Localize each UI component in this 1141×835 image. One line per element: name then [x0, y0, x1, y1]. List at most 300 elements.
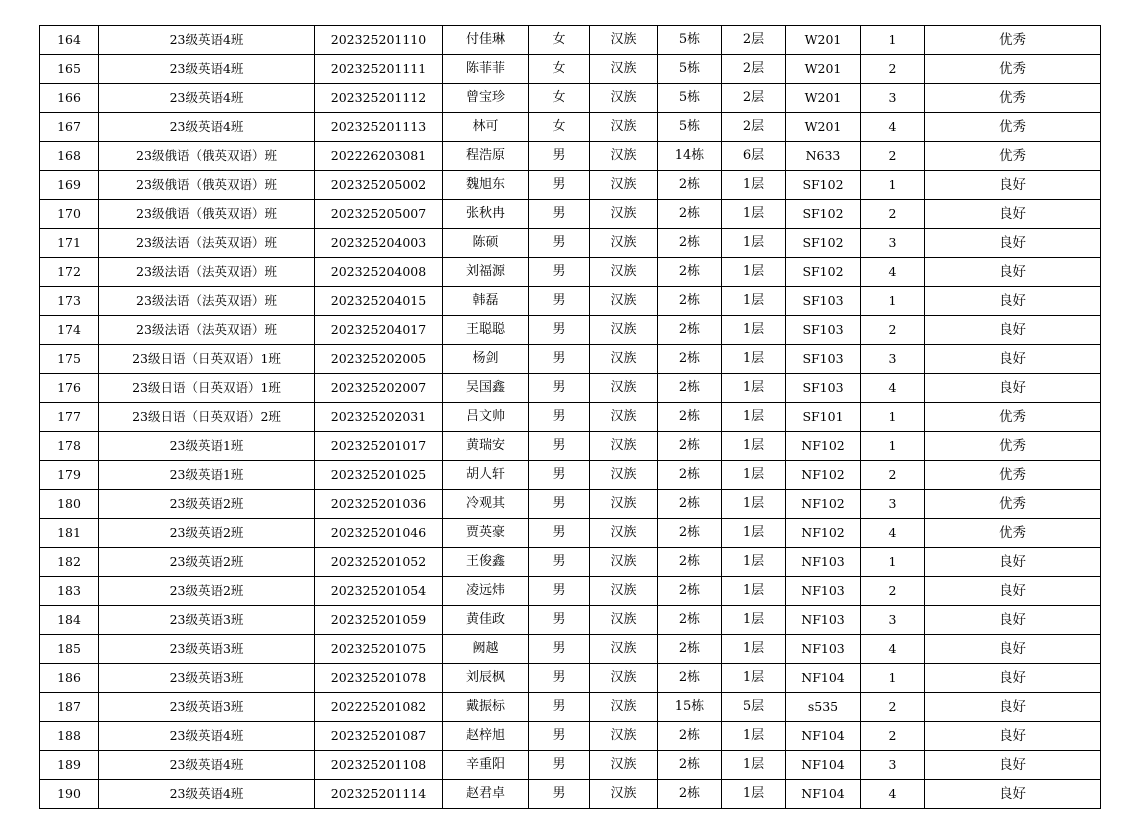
student-id-cell: 202325201112 — [315, 84, 443, 113]
floor-cell: 1层 — [722, 171, 786, 200]
ethnicity-cell: 汉族 — [590, 577, 658, 606]
room-cell: NF104 — [786, 780, 861, 809]
student-name-cell: 魏旭东 — [443, 171, 529, 200]
building-cell: 5栋 — [658, 55, 722, 84]
table-row — [40, 780, 1101, 809]
room-cell: SF102 — [786, 200, 861, 229]
rating-cell: 良好 — [925, 664, 1101, 693]
student-name-cell: 张秋冉 — [443, 200, 529, 229]
class-cell: 23级英语3班 — [99, 635, 315, 664]
rating-cell: 良好 — [925, 693, 1101, 722]
floor-cell: 2层 — [722, 26, 786, 55]
student-name-cell: 辛重阳 — [443, 751, 529, 780]
rating-cell: 良好 — [925, 316, 1101, 345]
row-number-cell: 167 — [40, 113, 99, 142]
room-cell: SF102 — [786, 171, 861, 200]
table-row — [40, 664, 1101, 693]
floor-cell: 1层 — [722, 664, 786, 693]
student-name-cell: 林可 — [443, 113, 529, 142]
floor-cell: 1层 — [722, 345, 786, 374]
rating-cell: 优秀 — [925, 432, 1101, 461]
ethnicity-cell: 汉族 — [590, 751, 658, 780]
student-name-cell: 黄佳政 — [443, 606, 529, 635]
class-cell: 23级英语4班 — [99, 113, 315, 142]
class-cell: 23级英语4班 — [99, 84, 315, 113]
bed-number-cell: 3 — [861, 751, 925, 780]
bed-number-cell: 2 — [861, 142, 925, 171]
bed-number-cell: 3 — [861, 345, 925, 374]
floor-cell: 1层 — [722, 316, 786, 345]
table-row — [40, 171, 1101, 200]
class-cell: 23级俄语（俄英双语）班 — [99, 171, 315, 200]
gender-cell: 男 — [529, 693, 590, 722]
row-number-cell: 186 — [40, 664, 99, 693]
student-name-cell: 刘福源 — [443, 258, 529, 287]
building-cell: 5栋 — [658, 26, 722, 55]
building-cell: 2栋 — [658, 519, 722, 548]
row-number-cell: 172 — [40, 258, 99, 287]
table-row — [40, 345, 1101, 374]
gender-cell: 女 — [529, 55, 590, 84]
ethnicity-cell: 汉族 — [590, 258, 658, 287]
table-row — [40, 490, 1101, 519]
floor-cell: 1层 — [722, 461, 786, 490]
gender-cell: 男 — [529, 171, 590, 200]
room-cell: NF104 — [786, 751, 861, 780]
class-cell: 23级英语2班 — [99, 519, 315, 548]
table-row — [40, 635, 1101, 664]
gender-cell: 女 — [529, 84, 590, 113]
student-name-cell: 王俊鑫 — [443, 548, 529, 577]
row-number-cell: 166 — [40, 84, 99, 113]
row-number-cell: 182 — [40, 548, 99, 577]
class-cell: 23级英语2班 — [99, 490, 315, 519]
table-row — [40, 461, 1101, 490]
student-id-cell: 202325202005 — [315, 345, 443, 374]
floor-cell: 1层 — [722, 519, 786, 548]
row-number-cell: 179 — [40, 461, 99, 490]
row-number-cell: 184 — [40, 606, 99, 635]
ethnicity-cell: 汉族 — [590, 316, 658, 345]
ethnicity-cell: 汉族 — [590, 84, 658, 113]
floor-cell: 6层 — [722, 142, 786, 171]
ethnicity-cell: 汉族 — [590, 229, 658, 258]
rating-cell: 良好 — [925, 548, 1101, 577]
class-cell: 23级俄语（俄英双语）班 — [99, 200, 315, 229]
gender-cell: 男 — [529, 722, 590, 751]
class-cell: 23级法语（法英双语）班 — [99, 316, 315, 345]
row-number-cell: 189 — [40, 751, 99, 780]
student-name-cell: 付佳琳 — [443, 26, 529, 55]
class-cell: 23级英语3班 — [99, 693, 315, 722]
building-cell: 2栋 — [658, 403, 722, 432]
row-number-cell: 180 — [40, 490, 99, 519]
ethnicity-cell: 汉族 — [590, 461, 658, 490]
row-number-cell: 168 — [40, 142, 99, 171]
building-cell: 2栋 — [658, 374, 722, 403]
rating-cell: 良好 — [925, 171, 1101, 200]
class-cell: 23级英语3班 — [99, 606, 315, 635]
room-cell: NF103 — [786, 635, 861, 664]
gender-cell: 男 — [529, 287, 590, 316]
student-name-cell: 吴国鑫 — [443, 374, 529, 403]
row-number-cell: 173 — [40, 287, 99, 316]
student-id-cell: 202325205007 — [315, 200, 443, 229]
ethnicity-cell: 汉族 — [590, 606, 658, 635]
ethnicity-cell: 汉族 — [590, 142, 658, 171]
gender-cell: 男 — [529, 519, 590, 548]
student-id-cell: 202325205002 — [315, 171, 443, 200]
bed-number-cell: 2 — [861, 461, 925, 490]
bed-number-cell: 4 — [861, 780, 925, 809]
student-name-cell: 胡人轩 — [443, 461, 529, 490]
class-cell: 23级英语1班 — [99, 461, 315, 490]
student-id-cell: 202325201087 — [315, 722, 443, 751]
table-row — [40, 258, 1101, 287]
student-name-cell: 赵君卓 — [443, 780, 529, 809]
floor-cell: 1层 — [722, 258, 786, 287]
floor-cell: 2层 — [722, 55, 786, 84]
room-cell: NF104 — [786, 664, 861, 693]
class-cell: 23级英语4班 — [99, 751, 315, 780]
gender-cell: 男 — [529, 548, 590, 577]
bed-number-cell: 2 — [861, 693, 925, 722]
row-number-cell: 174 — [40, 316, 99, 345]
floor-cell: 1层 — [722, 722, 786, 751]
class-cell: 23级英语1班 — [99, 432, 315, 461]
student-name-cell: 冷观其 — [443, 490, 529, 519]
bed-number-cell: 3 — [861, 229, 925, 258]
row-number-cell: 169 — [40, 171, 99, 200]
rating-cell: 良好 — [925, 287, 1101, 316]
building-cell: 2栋 — [658, 461, 722, 490]
room-cell: SF102 — [786, 229, 861, 258]
dormitory-rating-table — [39, 25, 1101, 809]
room-cell: NF104 — [786, 722, 861, 751]
gender-cell: 男 — [529, 490, 590, 519]
room-cell: W201 — [786, 26, 861, 55]
student-id-cell: 202325201017 — [315, 432, 443, 461]
gender-cell: 男 — [529, 374, 590, 403]
gender-cell: 男 — [529, 316, 590, 345]
rating-cell: 良好 — [925, 751, 1101, 780]
class-cell: 23级日语（日英双语）1班 — [99, 374, 315, 403]
floor-cell: 1层 — [722, 606, 786, 635]
building-cell: 2栋 — [658, 200, 722, 229]
student-id-cell: 202325201114 — [315, 780, 443, 809]
gender-cell: 男 — [529, 780, 590, 809]
floor-cell: 2层 — [722, 84, 786, 113]
rating-cell: 优秀 — [925, 519, 1101, 548]
gender-cell: 男 — [529, 432, 590, 461]
room-cell: SF101 — [786, 403, 861, 432]
building-cell: 2栋 — [658, 606, 722, 635]
class-cell: 23级法语（法英双语）班 — [99, 258, 315, 287]
class-cell: 23级英语3班 — [99, 664, 315, 693]
ethnicity-cell: 汉族 — [590, 26, 658, 55]
rating-cell: 优秀 — [925, 403, 1101, 432]
student-name-cell: 陈硕 — [443, 229, 529, 258]
bed-number-cell: 1 — [861, 432, 925, 461]
rating-cell: 优秀 — [925, 84, 1101, 113]
building-cell: 2栋 — [658, 316, 722, 345]
gender-cell: 男 — [529, 577, 590, 606]
table-row — [40, 142, 1101, 171]
class-cell: 23级日语（日英双语）2班 — [99, 403, 315, 432]
room-cell: s535 — [786, 693, 861, 722]
building-cell: 2栋 — [658, 751, 722, 780]
table-row — [40, 722, 1101, 751]
ethnicity-cell: 汉族 — [590, 664, 658, 693]
floor-cell: 1层 — [722, 403, 786, 432]
gender-cell: 男 — [529, 229, 590, 258]
gender-cell: 男 — [529, 200, 590, 229]
student-id-cell: 202325201110 — [315, 26, 443, 55]
bed-number-cell: 4 — [861, 258, 925, 287]
table-row — [40, 403, 1101, 432]
class-cell: 23级法语（法英双语）班 — [99, 229, 315, 258]
gender-cell: 男 — [529, 258, 590, 287]
table-row — [40, 693, 1101, 722]
floor-cell: 1层 — [722, 432, 786, 461]
building-cell: 2栋 — [658, 664, 722, 693]
table-row — [40, 200, 1101, 229]
student-id-cell: 202325201111 — [315, 55, 443, 84]
floor-cell: 1层 — [722, 751, 786, 780]
building-cell: 2栋 — [658, 258, 722, 287]
building-cell: 2栋 — [658, 577, 722, 606]
table-row — [40, 577, 1101, 606]
gender-cell: 男 — [529, 664, 590, 693]
student-id-cell: 202325201025 — [315, 461, 443, 490]
student-name-cell: 黄瑞安 — [443, 432, 529, 461]
gender-cell: 女 — [529, 26, 590, 55]
student-id-cell: 202325201036 — [315, 490, 443, 519]
student-name-cell: 吕文帅 — [443, 403, 529, 432]
bed-number-cell: 1 — [861, 26, 925, 55]
rating-cell: 良好 — [925, 258, 1101, 287]
gender-cell: 男 — [529, 635, 590, 664]
rating-cell: 良好 — [925, 577, 1101, 606]
ethnicity-cell: 汉族 — [590, 55, 658, 84]
floor-cell: 5层 — [722, 693, 786, 722]
student-id-cell: 202325204008 — [315, 258, 443, 287]
building-cell: 2栋 — [658, 171, 722, 200]
student-id-cell: 202325201108 — [315, 751, 443, 780]
row-number-cell: 185 — [40, 635, 99, 664]
rating-cell: 良好 — [925, 635, 1101, 664]
row-number-cell: 188 — [40, 722, 99, 751]
bed-number-cell: 3 — [861, 606, 925, 635]
room-cell: W201 — [786, 55, 861, 84]
bed-number-cell: 1 — [861, 548, 925, 577]
gender-cell: 男 — [529, 461, 590, 490]
rating-cell: 良好 — [925, 722, 1101, 751]
rating-cell: 良好 — [925, 374, 1101, 403]
student-name-cell: 曾宝珍 — [443, 84, 529, 113]
table-row — [40, 229, 1101, 258]
building-cell: 2栋 — [658, 287, 722, 316]
student-name-cell: 杨剑 — [443, 345, 529, 374]
bed-number-cell: 4 — [861, 519, 925, 548]
rating-cell: 良好 — [925, 345, 1101, 374]
bed-number-cell: 2 — [861, 722, 925, 751]
room-cell: W201 — [786, 113, 861, 142]
bed-number-cell: 3 — [861, 84, 925, 113]
class-cell: 23级英语4班 — [99, 780, 315, 809]
room-cell: SF103 — [786, 287, 861, 316]
bed-number-cell: 3 — [861, 490, 925, 519]
bed-number-cell: 2 — [861, 200, 925, 229]
rating-cell: 优秀 — [925, 142, 1101, 171]
room-cell: NF102 — [786, 461, 861, 490]
rating-cell: 优秀 — [925, 113, 1101, 142]
floor-cell: 1层 — [722, 577, 786, 606]
student-name-cell: 刘辰枫 — [443, 664, 529, 693]
student-id-cell: 202226203081 — [315, 142, 443, 171]
building-cell: 2栋 — [658, 490, 722, 519]
table-row — [40, 287, 1101, 316]
table-row — [40, 519, 1101, 548]
ethnicity-cell: 汉族 — [590, 171, 658, 200]
class-cell: 23级法语（法英双语）班 — [99, 287, 315, 316]
ethnicity-cell: 汉族 — [590, 432, 658, 461]
room-cell: NF102 — [786, 519, 861, 548]
building-cell: 2栋 — [658, 432, 722, 461]
building-cell: 2栋 — [658, 722, 722, 751]
floor-cell: 1层 — [722, 490, 786, 519]
ethnicity-cell: 汉族 — [590, 548, 658, 577]
floor-cell: 1层 — [722, 374, 786, 403]
student-name-cell: 韩磊 — [443, 287, 529, 316]
student-name-cell: 阙越 — [443, 635, 529, 664]
student-id-cell: 202325201052 — [315, 548, 443, 577]
ethnicity-cell: 汉族 — [590, 287, 658, 316]
student-id-cell: 202325204015 — [315, 287, 443, 316]
building-cell: 5栋 — [658, 113, 722, 142]
floor-cell: 1层 — [722, 200, 786, 229]
student-id-cell: 202325201046 — [315, 519, 443, 548]
table-row — [40, 751, 1101, 780]
row-number-cell: 177 — [40, 403, 99, 432]
floor-cell: 1层 — [722, 229, 786, 258]
row-number-cell: 190 — [40, 780, 99, 809]
student-name-cell: 戴振标 — [443, 693, 529, 722]
rating-cell: 良好 — [925, 229, 1101, 258]
bed-number-cell: 1 — [861, 664, 925, 693]
floor-cell: 1层 — [722, 548, 786, 577]
bed-number-cell: 1 — [861, 171, 925, 200]
room-cell: NF102 — [786, 490, 861, 519]
bed-number-cell: 2 — [861, 577, 925, 606]
student-name-cell: 程浩原 — [443, 142, 529, 171]
building-cell: 5栋 — [658, 84, 722, 113]
row-number-cell: 170 — [40, 200, 99, 229]
row-number-cell: 176 — [40, 374, 99, 403]
row-number-cell: 164 — [40, 26, 99, 55]
table-row — [40, 26, 1101, 55]
gender-cell: 女 — [529, 113, 590, 142]
bed-number-cell: 4 — [861, 635, 925, 664]
table-body — [40, 26, 1101, 809]
room-cell: SF102 — [786, 258, 861, 287]
building-cell: 2栋 — [658, 780, 722, 809]
rating-cell: 优秀 — [925, 26, 1101, 55]
class-cell: 23级英语4班 — [99, 722, 315, 751]
student-id-cell: 202325202007 — [315, 374, 443, 403]
row-number-cell: 187 — [40, 693, 99, 722]
ethnicity-cell: 汉族 — [590, 374, 658, 403]
rating-cell: 优秀 — [925, 490, 1101, 519]
row-number-cell: 178 — [40, 432, 99, 461]
gender-cell: 男 — [529, 345, 590, 374]
student-name-cell: 贾英豪 — [443, 519, 529, 548]
student-id-cell: 202325201054 — [315, 577, 443, 606]
ethnicity-cell: 汉族 — [590, 113, 658, 142]
student-name-cell: 凌远炜 — [443, 577, 529, 606]
bed-number-cell: 1 — [861, 287, 925, 316]
room-cell: NF103 — [786, 606, 861, 635]
student-name-cell: 王聪聪 — [443, 316, 529, 345]
building-cell: 15栋 — [658, 693, 722, 722]
class-cell: 23级英语4班 — [99, 26, 315, 55]
room-cell: SF103 — [786, 374, 861, 403]
row-number-cell: 183 — [40, 577, 99, 606]
table-row — [40, 432, 1101, 461]
table-row — [40, 548, 1101, 577]
gender-cell: 男 — [529, 403, 590, 432]
building-cell: 14栋 — [658, 142, 722, 171]
room-cell: NF103 — [786, 548, 861, 577]
student-id-cell: 202325202031 — [315, 403, 443, 432]
building-cell: 2栋 — [658, 229, 722, 258]
floor-cell: 1层 — [722, 780, 786, 809]
gender-cell: 男 — [529, 751, 590, 780]
room-cell: N633 — [786, 142, 861, 171]
room-cell: SF103 — [786, 345, 861, 374]
floor-cell: 1层 — [722, 635, 786, 664]
room-cell: SF103 — [786, 316, 861, 345]
row-number-cell: 171 — [40, 229, 99, 258]
ethnicity-cell: 汉族 — [590, 345, 658, 374]
building-cell: 2栋 — [658, 345, 722, 374]
bed-number-cell: 1 — [861, 403, 925, 432]
student-name-cell: 陈菲菲 — [443, 55, 529, 84]
table-row — [40, 316, 1101, 345]
floor-cell: 2层 — [722, 113, 786, 142]
student-id-cell: 202325201059 — [315, 606, 443, 635]
floor-cell: 1层 — [722, 287, 786, 316]
building-cell: 2栋 — [658, 548, 722, 577]
class-cell: 23级英语4班 — [99, 55, 315, 84]
table-row — [40, 84, 1101, 113]
dormitory-table-sheet — [39, 25, 1101, 809]
bed-number-cell: 4 — [861, 374, 925, 403]
table-row — [40, 113, 1101, 142]
table-row — [40, 606, 1101, 635]
row-number-cell: 165 — [40, 55, 99, 84]
student-id-cell: 202325201078 — [315, 664, 443, 693]
rating-cell: 良好 — [925, 780, 1101, 809]
ethnicity-cell: 汉族 — [590, 403, 658, 432]
table-row — [40, 374, 1101, 403]
row-number-cell: 181 — [40, 519, 99, 548]
row-number-cell: 175 — [40, 345, 99, 374]
bed-number-cell: 2 — [861, 55, 925, 84]
gender-cell: 男 — [529, 142, 590, 171]
room-cell: NF103 — [786, 577, 861, 606]
rating-cell: 优秀 — [925, 55, 1101, 84]
